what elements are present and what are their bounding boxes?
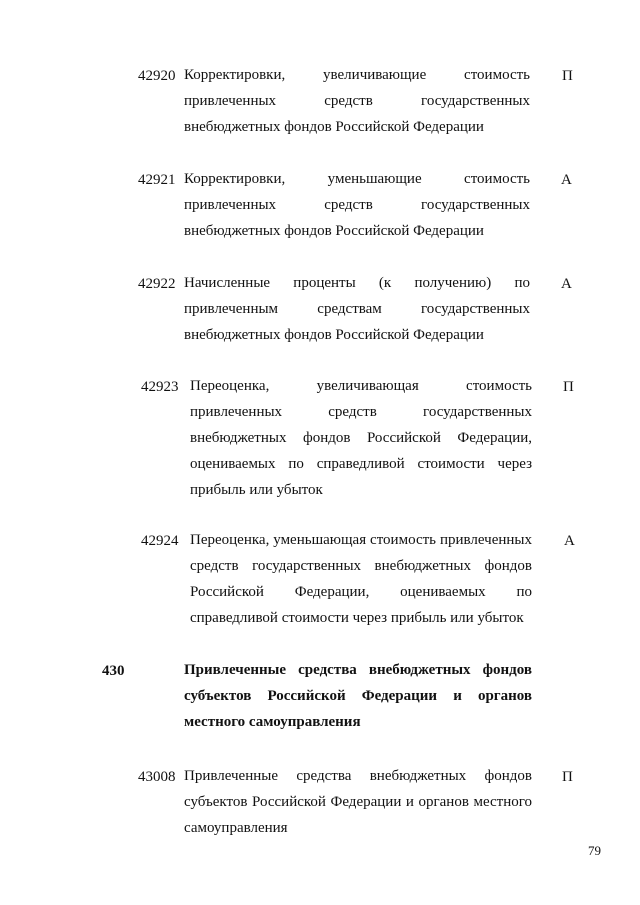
description-line: привлеченных средств государственных [190,404,532,420]
account-type-mark: П [562,769,573,785]
description-line: Российской Федерации, оцениваемых по [190,584,532,600]
description-line: Переоценка, увеличивающая стоимость [190,378,532,394]
account-description [184,270,530,348]
account-type-mark: А [561,172,572,188]
description-line: субъектов Российской Федерации и органов местного [184,794,532,810]
account-code: 42924 [141,533,179,549]
account-type-mark: П [563,379,574,395]
account-type-mark: П [562,68,573,84]
account-description [190,527,532,631]
description-line: средств государственных внебюджетных фондов [190,558,532,574]
account-code: 42922 [138,276,176,292]
description-line: привлеченным средствам государственных [184,301,530,317]
account-code: 43008 [138,769,176,785]
account-description [184,62,530,140]
account-description [190,373,532,503]
description-line: привлеченных средств государственных [184,197,530,213]
account-type-mark: А [564,533,575,549]
description-line: самоуправления [184,820,288,836]
account-code: 42920 [138,68,176,84]
section-title-line: местного самоуправления [184,714,361,730]
section-title-line: субъектов Российской Федерации и органов [184,688,532,704]
section-code: 430 [102,663,125,679]
description-line: оцениваемых по справедливой стоимости через [190,456,532,472]
description-line: Корректировки, уменьшающие стоимость [184,171,530,187]
section-title-line: Привлеченные средства внебюджетных фондов [184,662,532,678]
account-code: 42921 [138,172,176,188]
description-line: справедливой стоимости через прибыль или убыток [190,610,524,626]
description-line: Начисленные проценты (к получению) по [184,275,530,291]
description-line: прибыль или убыток [190,482,323,498]
description-line: внебюджетных фондов Российской Федерации [184,119,484,135]
description-line: Корректировки, увеличивающие стоимость [184,67,530,83]
page-number: 79 [588,843,601,858]
account-description [184,763,532,841]
section-title [184,657,532,735]
description-line: внебюджетных фондов Российской Федерации [184,223,484,239]
description-line: Переоценка, уменьшающая стоимость привлеченных [190,532,532,548]
description-line: внебюджетных фондов Российской Федерации, [190,430,532,446]
description-line: внебюджетных фондов Российской Федерации [184,327,484,343]
account-code: 42923 [141,379,179,395]
account-description [184,166,530,244]
description-line: привлеченных средств государственных [184,93,530,109]
description-line: Привлеченные средства внебюджетных фондов [184,768,532,784]
account-type-mark: А [561,276,572,292]
